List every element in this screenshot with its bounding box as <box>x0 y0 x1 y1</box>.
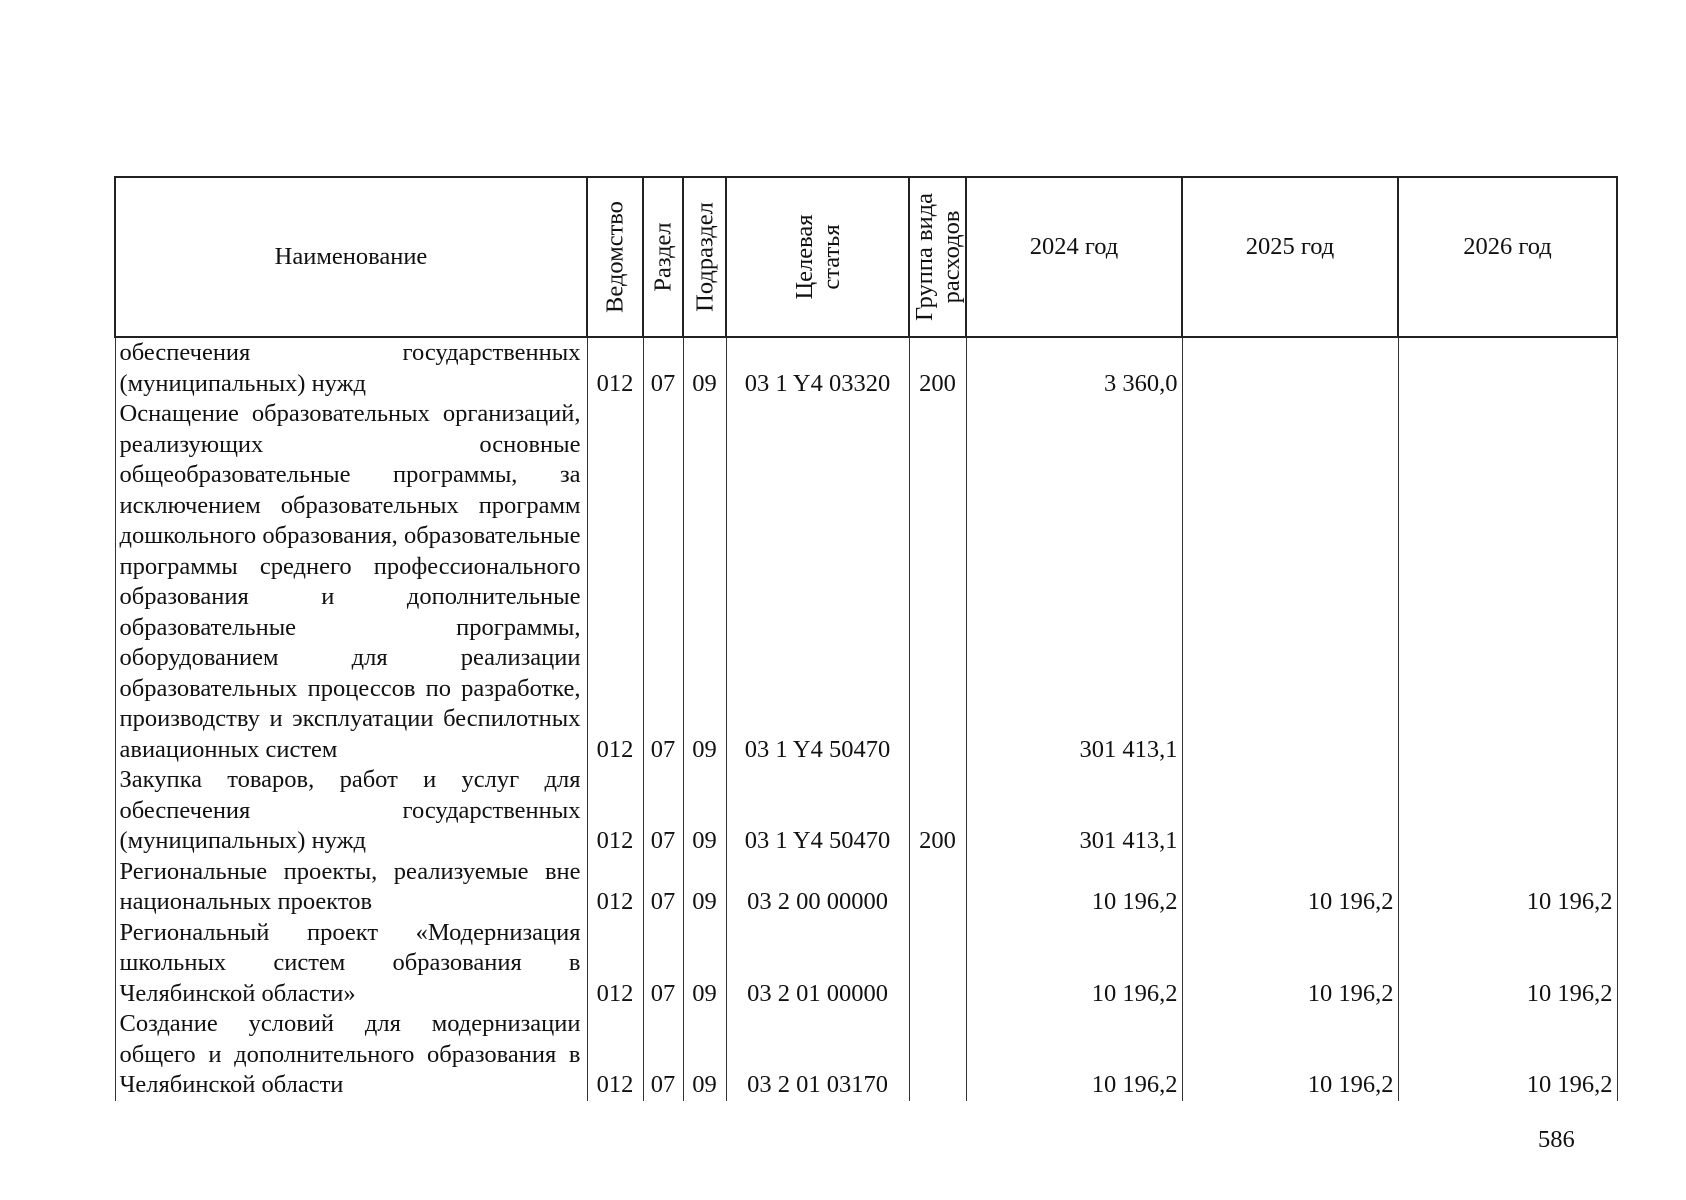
cell-subsection: 09 <box>683 857 726 918</box>
cell-target-article: 03 2 00 00000 <box>726 857 909 918</box>
cell-2026 <box>1398 765 1617 857</box>
header-department: Ведомство <box>587 177 643 337</box>
table-row <box>115 337 1617 399</box>
cell-2024: 301 413,1 <box>966 399 1182 765</box>
cell-2026 <box>1398 337 1617 399</box>
cell-name: Оснащение образовательных организаций, реализующих основные общеобразовательные программы, за исключением образовательных программ дошкольного образования, образовательные программы среднего профессионального образования и дополнительные образовательные программы, оборудованием для реализации образовательных процессов по разработке, производству и эксплуатации беспилотных авиационных систем <box>115 399 587 765</box>
header-expense-group: Группа вида расходов <box>909 177 966 337</box>
cell-section: 07 <box>643 337 683 399</box>
cell-2026: 10 196,2 <box>1398 1009 1617 1101</box>
cell-target-article: 03 2 01 00000 <box>726 918 909 1010</box>
header-year-2024: 2024 год <box>966 177 1182 337</box>
cell-section: 07 <box>643 1009 683 1101</box>
cell-2025: 10 196,2 <box>1182 857 1398 918</box>
cell-department: 012 <box>587 1009 643 1101</box>
table-header <box>115 177 1617 337</box>
cell-section: 07 <box>643 765 683 857</box>
header-section: Раздел <box>643 177 683 337</box>
header-target-article: Целевая статья <box>726 177 909 337</box>
cell-2026: 10 196,2 <box>1398 857 1617 918</box>
cell-subsection: 09 <box>683 337 726 399</box>
header-year-2026: 2026 год <box>1398 177 1617 337</box>
cell-section: 07 <box>643 399 683 765</box>
table-row <box>115 399 1617 765</box>
cell-name: Региональный проект «Модернизация школьных систем образования в Челябинской области» <box>115 918 587 1010</box>
cell-expense-group <box>909 1009 966 1101</box>
header-year-2025: 2025 год <box>1182 177 1398 337</box>
cell-name: Создание условий для модернизации общего и дополнительного образования в Челябинской области <box>115 1009 587 1101</box>
cell-target-article: 03 1 Y4 50470 <box>726 399 909 765</box>
cell-target-article: 03 2 01 03170 <box>726 1009 909 1101</box>
table-row <box>115 765 1617 857</box>
cell-expense-group <box>909 399 966 765</box>
cell-2025 <box>1182 399 1398 765</box>
cell-2025 <box>1182 765 1398 857</box>
cell-2025 <box>1182 337 1398 399</box>
cell-subsection: 09 <box>683 1009 726 1101</box>
table-body <box>115 337 1617 1101</box>
cell-target-article: 03 1 Y4 50470 <box>726 765 909 857</box>
table-row <box>115 918 1617 1010</box>
cell-department: 012 <box>587 857 643 918</box>
cell-name: Региональные проекты, реализуемые вне национальных проектов <box>115 857 587 918</box>
page-number: 586 <box>1538 1126 1575 1153</box>
cell-expense-group: 200 <box>909 337 966 399</box>
cell-2024: 10 196,2 <box>966 918 1182 1010</box>
cell-section: 07 <box>643 918 683 1010</box>
cell-department: 012 <box>587 337 643 399</box>
cell-department: 012 <box>587 399 643 765</box>
cell-target-article: 03 1 Y4 03320 <box>726 337 909 399</box>
cell-2025: 10 196,2 <box>1182 918 1398 1010</box>
cell-section: 07 <box>643 857 683 918</box>
cell-expense-group: 200 <box>909 765 966 857</box>
cell-expense-group <box>909 857 966 918</box>
table-row <box>115 857 1617 918</box>
cell-2026: 10 196,2 <box>1398 918 1617 1010</box>
cell-subsection: 09 <box>683 399 726 765</box>
cell-2024: 3 360,0 <box>966 337 1182 399</box>
cell-name: обеспечения государственных (муниципальных) нужд <box>115 337 587 399</box>
header-subsection: Подраздел <box>683 177 726 337</box>
cell-subsection: 09 <box>683 765 726 857</box>
cell-2026 <box>1398 399 1617 765</box>
cell-2024: 10 196,2 <box>966 857 1182 918</box>
table-row <box>115 1009 1617 1101</box>
budget-table <box>114 176 1618 1101</box>
cell-department: 012 <box>587 765 643 857</box>
cell-2024: 10 196,2 <box>966 1009 1182 1101</box>
cell-expense-group <box>909 918 966 1010</box>
cell-department: 012 <box>587 918 643 1010</box>
cell-name: Закупка товаров, работ и услуг для обеспечения государственных (муниципальных) нужд <box>115 765 587 857</box>
cell-subsection: 09 <box>683 918 726 1010</box>
cell-2024: 301 413,1 <box>966 765 1182 857</box>
cell-2025: 10 196,2 <box>1182 1009 1398 1101</box>
header-name: Наименование <box>115 177 587 337</box>
